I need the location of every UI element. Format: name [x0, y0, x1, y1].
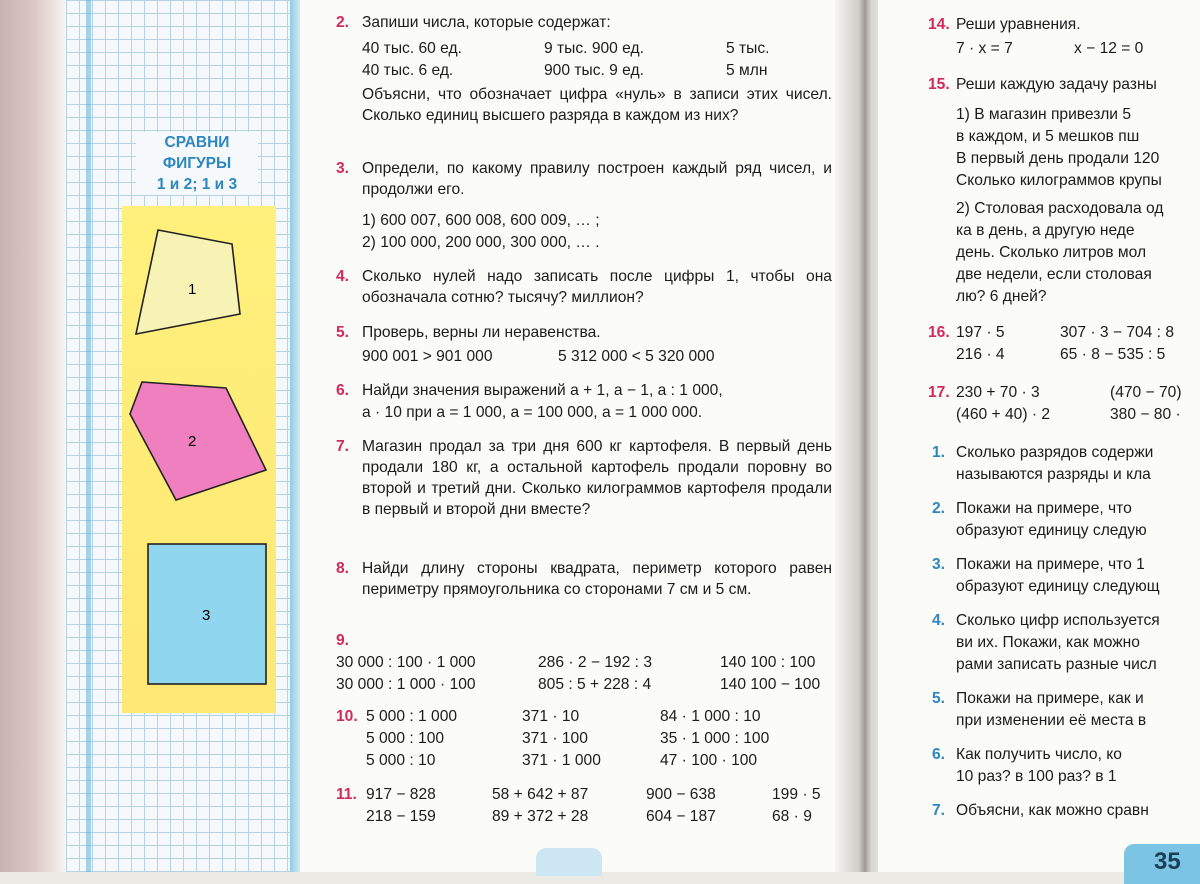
margin-stripe	[86, 0, 91, 872]
question-number: 5.	[932, 690, 946, 707]
compare-figures-title	[136, 132, 258, 195]
exercise-number: 6.	[336, 382, 350, 399]
exercise-title: Запиши числа, которые содержат:	[362, 14, 611, 31]
title-line-2: ФИГУРЫ	[162, 155, 232, 172]
expression: 216 · 4	[956, 346, 1005, 363]
exercise-title: Реши уравнения.	[956, 16, 1081, 33]
expression: 47 · 100 · 100	[660, 752, 758, 769]
question-line: Покажи на примере, что	[956, 500, 1132, 517]
question-number: 1.	[932, 444, 946, 461]
task-line: 1) В магазин привезли 5	[956, 106, 1132, 123]
question-number: 6.	[932, 746, 946, 763]
exercise-number: 9.	[336, 632, 350, 649]
exercise-number: 10.	[336, 708, 358, 725]
exercise-number: 8.	[336, 560, 350, 577]
exercise-number: 11.	[336, 786, 357, 803]
expression: 84 · 1 000 : 10	[660, 708, 761, 725]
question-line: Покажи на примере, как и	[956, 690, 1144, 707]
question-line: рами записать разные числ	[956, 656, 1157, 673]
inequality: 5 312 000 < 5 320 000	[558, 348, 715, 365]
expression: 917 − 828	[366, 786, 436, 803]
exercise-number: 2.	[336, 14, 350, 31]
exercise-number: 5.	[336, 324, 350, 341]
question-line: образуют единицу следую	[956, 522, 1147, 539]
sequence-2: 2) 100 000, 200 000, 300 000, … .	[362, 234, 600, 251]
question-line: Покажи на примере, что 1	[956, 556, 1145, 573]
expression: (470 − 70)	[1110, 384, 1182, 401]
expression: 197 · 5	[956, 324, 1005, 341]
task-line: ка в день, а другую неде	[956, 222, 1135, 239]
task-line: две недели, если столовая	[956, 266, 1152, 283]
exercise-text: Сколько нулей надо записать после цифры 1, чтобы она обозначала сотню? тысячу? миллион?	[362, 268, 832, 306]
question-number: 3.	[932, 556, 946, 573]
question-line: образуют единицу следующ	[956, 578, 1160, 595]
question-number: 2.	[932, 500, 946, 517]
expression: 307 · 3 − 704 : 8	[1060, 324, 1175, 341]
task-line: лю? 6 дней?	[956, 288, 1047, 305]
figure-3-label: 3	[202, 607, 211, 624]
task-line: день. Сколько литров мол	[956, 244, 1147, 261]
expression: 218 − 159	[366, 808, 436, 825]
question-line: 10 раз? в 100 раз? в 1	[956, 768, 1117, 785]
expression: 30 000 : 100 · 1 000	[336, 654, 476, 671]
exercise-text: Найди длину стороны квадрата, периметр которого равен периметру прямоугольника со сторонами 7 см и 5 см.	[362, 560, 832, 598]
expression: 286 · 2 − 192 : 3	[538, 654, 653, 671]
expression: 371 · 100	[522, 730, 588, 747]
column-divider	[290, 0, 300, 872]
number-item: 40 тыс. 60 ед.	[362, 40, 462, 57]
question-line: называются разряды и кла	[956, 466, 1151, 483]
equation: x − 12 = 0	[1074, 40, 1144, 57]
figure-2-pentagon	[130, 382, 266, 500]
expression: 380 − 80 ·	[1110, 406, 1181, 423]
figures-illustration	[122, 206, 276, 713]
expression: 5 000 : 100	[366, 730, 445, 747]
expression: 371 · 10	[522, 708, 580, 725]
question-number: 7.	[932, 802, 946, 819]
expression: 805 : 5 + 228 : 4	[538, 676, 652, 693]
exercise-number: 7.	[336, 438, 350, 455]
expression: 604 − 187	[646, 808, 716, 825]
expression: 199 · 5	[772, 786, 821, 803]
expression: 371 · 1 000	[522, 752, 601, 769]
title-line-1: СРАВНИ	[164, 134, 230, 151]
exercise-title: Проверь, верны ли неравенства.	[362, 324, 601, 341]
expression: 5 000 : 1 000	[366, 708, 458, 725]
expression: 900 − 638	[646, 786, 716, 803]
exercise-number: 16.	[928, 324, 950, 341]
equation: 7 · x = 7	[956, 40, 1013, 57]
exercise-number: 15.	[928, 76, 950, 93]
question-number: 4.	[932, 612, 946, 629]
expression: 5 000 : 10	[366, 752, 436, 769]
expression: 230 + 70 · 3	[956, 384, 1040, 401]
question-line: ви их. Покажи, как можно	[956, 634, 1140, 651]
expression: 140 100 − 100	[720, 676, 821, 693]
page-number-badge	[1124, 844, 1200, 884]
right-page	[878, 0, 1200, 872]
expression: (460 + 40) · 2	[956, 406, 1051, 423]
question-line: при изменении её места в	[956, 712, 1147, 729]
question-line: Сколько разрядов содержи	[956, 444, 1154, 461]
page-number: 35	[1154, 848, 1181, 875]
exercise-number: 14.	[928, 16, 950, 33]
number-item: 40 тыс. 6 ед.	[362, 62, 454, 79]
exercise-text: Магазин продал за три дня 600 кг картофеля. В первый день продали 180 кг, а остальной картофель продали поровну во второй и третий дни. Сколько килограммов картофеля продали в первый и второй дни вместе?	[362, 438, 832, 518]
task-line: 2) Столовая расходовала од	[956, 200, 1164, 217]
question-line: Сколько цифр используется	[956, 612, 1160, 629]
sequence-1: 1) 600 007, 600 008, 600 009, … ;	[362, 212, 600, 229]
number-item: 5 млн	[726, 62, 768, 79]
question-line: Объясни, как можно сравн	[956, 802, 1149, 819]
figure-1-label: 1	[188, 281, 197, 298]
expression: 58 + 642 + 87	[492, 786, 589, 803]
expression: 35 · 1 000 : 100	[660, 730, 770, 747]
expression: 140 100 : 100	[720, 654, 816, 671]
exercise-title: Реши каждую задачу разны	[956, 76, 1157, 93]
number-item: 5 тыс.	[726, 40, 770, 57]
expression: 89 + 372 + 28	[492, 808, 589, 825]
exercise-number: 17.	[928, 384, 950, 401]
expression: 65 · 8 − 535 : 5	[1060, 346, 1166, 363]
task-line: Сколько килограммов крупы	[956, 172, 1162, 189]
number-item: 9 тыс. 900 ед.	[544, 40, 644, 57]
title-line-3: 1 и 2; 1 и 3	[156, 176, 238, 193]
task-line: в каждом, и 5 мешков пш	[956, 128, 1140, 145]
exercise-text: Определи, по какому правилу построен каждый ряд чисел, и продолжи его.	[362, 160, 832, 198]
expression: 30 000 : 1 000 · 100	[336, 676, 476, 693]
figure-2-label: 2	[188, 433, 197, 450]
number-item: 900 тыс. 9 ед.	[544, 62, 644, 79]
page-edge-shadow	[0, 0, 70, 872]
exercise-number: 4.	[336, 268, 350, 285]
exercise-text-line: Найди значения выражений a + 1, a − 1, a : 1 000,	[362, 382, 723, 399]
exercise-text: Объясни, что обозначает цифра «нуль» в записи этих чисел. Сколько единиц высшего разряда в каждом из них?	[362, 86, 832, 124]
task-line: В первый день продали 120	[956, 150, 1160, 167]
exercise-number: 3.	[336, 160, 350, 177]
expression: 68 · 9	[772, 808, 812, 825]
question-line: Как получить число, ко	[956, 746, 1122, 763]
exercise-text-line: a · 10 при a = 1 000, a = 100 000, a = 1 000 000.	[362, 404, 703, 421]
inequality: 900 001 > 901 000	[362, 348, 493, 365]
